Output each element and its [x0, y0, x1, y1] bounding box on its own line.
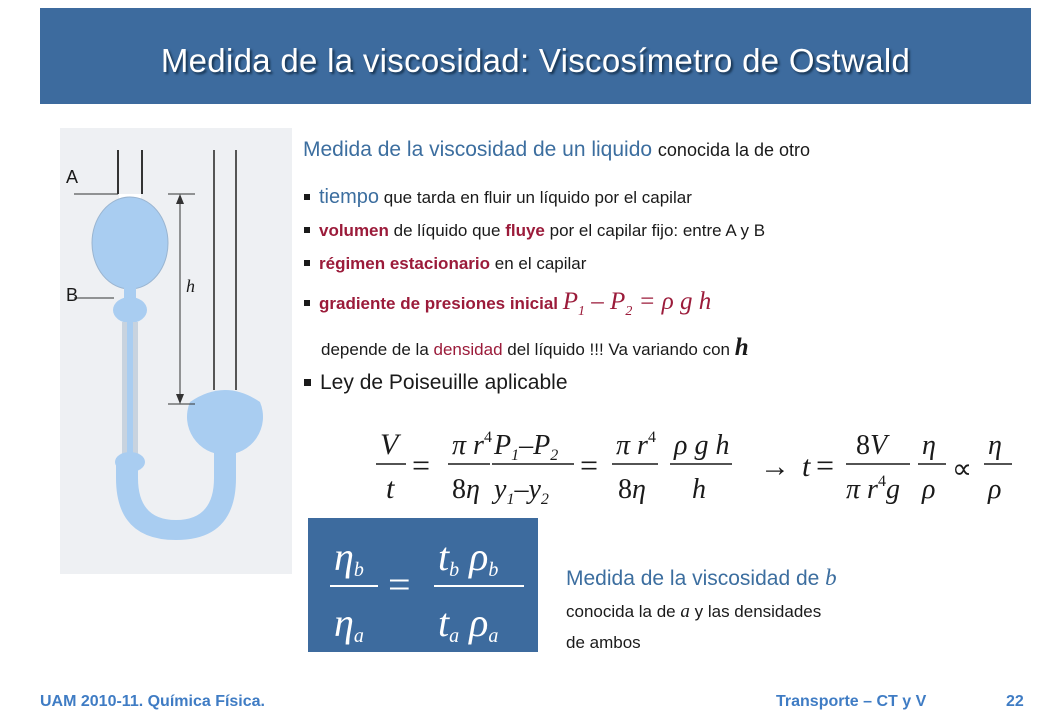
bullet-marker — [304, 194, 310, 200]
label-b: B — [66, 285, 79, 305]
h-symbol: h — [734, 334, 749, 361]
bullet-marker — [304, 300, 310, 306]
svg-text:π r4g: π $r^4g$ — [846, 473, 900, 505]
bullet-tiempo-text: que tarda en fluir un líquido por el capilar — [383, 188, 692, 207]
key-gradiente: gradiente de presiones inicial — [319, 294, 559, 313]
svg-text:η: η — [988, 430, 1002, 461]
bullet-regimen-text: en el capilar — [494, 254, 587, 273]
svg-text:ηa: ηa — [334, 600, 364, 647]
a-symbol: a — [680, 601, 690, 622]
svg-text:t: t — [802, 450, 811, 483]
poiseuille-equation — [370, 418, 1020, 518]
svg-text:ηb: ηb — [334, 534, 364, 581]
bullet-volumen-text: por el capilar fijo: entre A y B — [549, 221, 766, 240]
side-title-text: Medida de la viscosidad de — [566, 567, 820, 590]
svg-text:∝: ∝ — [952, 454, 973, 485]
svg-text:=: = — [816, 447, 835, 483]
key-tiempo: tiempo — [319, 186, 380, 208]
footer-left: UAM 2010-11. Química Física. — [40, 693, 265, 710]
ratio-box — [308, 518, 538, 652]
bullet-gradiente — [304, 288, 711, 320]
density-note — [321, 334, 749, 362]
bullet-regimen — [304, 254, 586, 274]
label-a: A — [66, 167, 79, 187]
key-volumen: volumen — [319, 221, 389, 240]
ratio-formula — [308, 518, 538, 652]
svg-text:8η: 8η — [452, 474, 480, 505]
bullet-volumen — [304, 221, 765, 241]
svg-text:π r4: π $r^4$ — [616, 429, 656, 461]
bullet-marker — [304, 260, 310, 266]
svg-text:→: → — [760, 450, 790, 483]
svg-text:ρ: ρ — [988, 474, 1002, 505]
key-regimen: régimen estacionario — [319, 254, 491, 273]
poiseuille-text: Ley de Poiseuille aplicable — [320, 371, 568, 394]
footer-right: Transporte – CT y V — [776, 693, 927, 710]
svg-text:h: h — [692, 474, 706, 505]
svg-text:η: η — [922, 430, 936, 461]
svg-text:ρ: ρ — [922, 474, 936, 505]
key-fluye: fluye — [505, 221, 545, 240]
bullet-poiseuille — [304, 371, 568, 395]
viscometer-diagram — [60, 128, 292, 574]
svg-text:=: = — [580, 447, 599, 483]
page-number: 22 — [1006, 693, 1024, 710]
svg-text:=: = — [412, 447, 431, 483]
label-h: h — [186, 276, 195, 296]
pressure-formula: $P_1 - P_2 = \rho$ g h — [562, 288, 712, 319]
svg-text:ρ g h: ρ g h — [674, 430, 730, 461]
density-key: densidad — [433, 340, 503, 359]
density-text-b: del líquido !!! Va variando con — [507, 340, 730, 359]
svg-text:V: V — [380, 428, 399, 461]
side-line2 — [566, 601, 821, 623]
svg-text:8η: 8η — [618, 474, 646, 505]
svg-text:ta ρa: ta ρa — [438, 600, 499, 647]
density-text-a: depende de la — [321, 340, 429, 359]
svg-text:t: t — [386, 472, 395, 505]
intro-main: Medida de la viscosidad de un liquido — [303, 138, 653, 161]
svg-text:y1–y2: $y_1-y_2$ — [494, 474, 549, 508]
svg-text:=: = — [388, 562, 411, 607]
svg-text:tb ρb: tb ρb — [438, 534, 499, 581]
title-bar — [40, 8, 1031, 104]
bullet-marker — [304, 379, 311, 386]
bullet-marker — [304, 227, 310, 233]
svg-text:P1–P2: $P_1-P_2$ — [494, 430, 559, 464]
bullet-volumen-mid: de líquido que — [393, 221, 501, 240]
svg-text:π r4: π $r^4$ — [452, 429, 492, 461]
side-title — [566, 565, 837, 591]
page-title: Medida de la viscosidad: Viscosímetro de Ostwald — [160, 42, 911, 79]
intro-line — [303, 138, 810, 162]
side-line2-b: y las densidades — [694, 602, 822, 621]
svg-text:8V: 8V — [856, 430, 888, 461]
b-symbol: b — [825, 565, 837, 590]
side-line3: de ambos — [566, 633, 641, 652]
intro-rest: conocida la de otro — [657, 140, 811, 160]
side-line2-a: conocida la de — [566, 602, 676, 621]
bullet-tiempo — [304, 186, 692, 209]
